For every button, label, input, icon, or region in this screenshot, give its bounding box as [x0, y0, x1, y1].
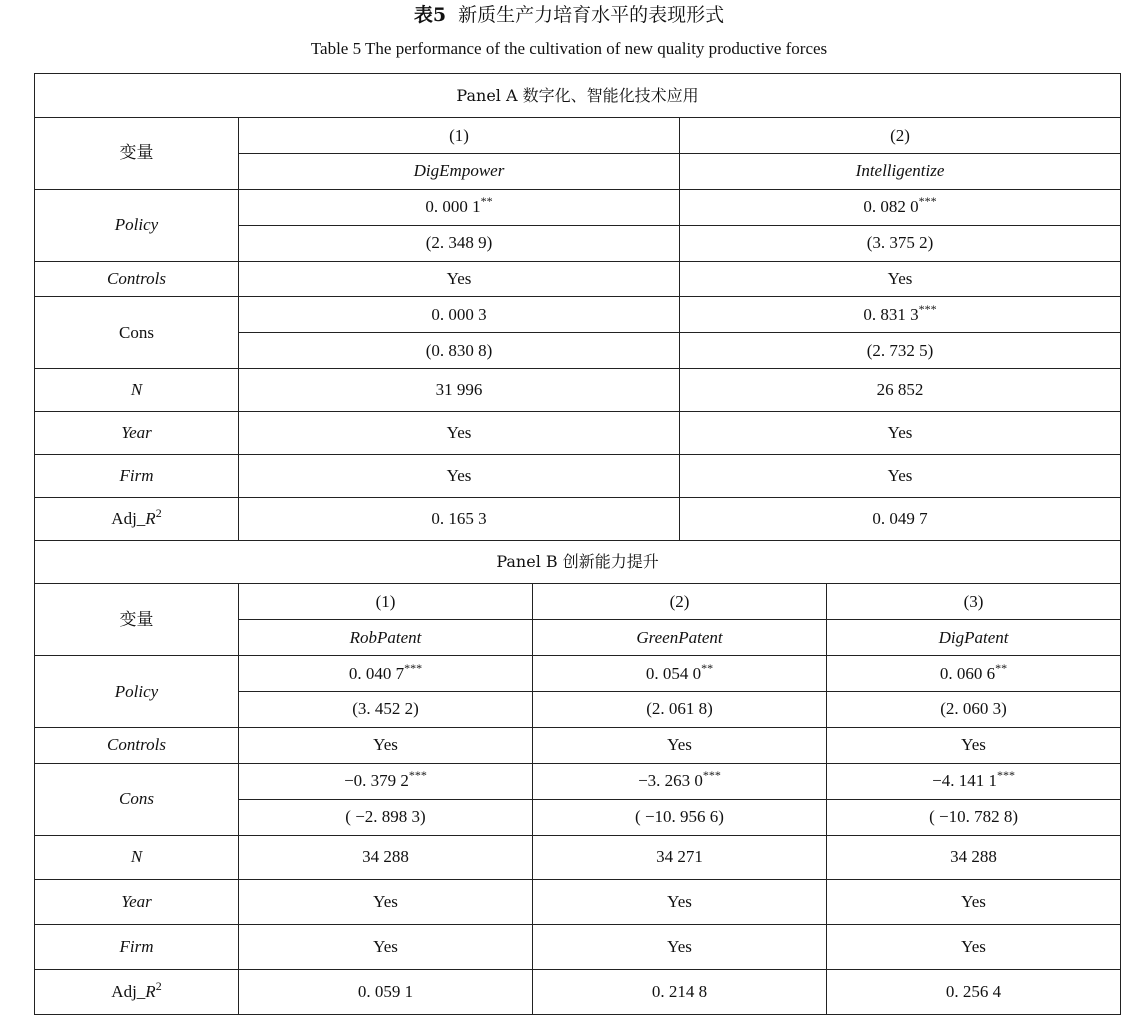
panel-a-firm-row [35, 455, 1121, 498]
panel-b-n-label: N [35, 835, 239, 879]
panel-a-controls-label: Controls [35, 261, 239, 297]
panel-a-n-label: N [35, 369, 239, 412]
panel-a-n-row [35, 369, 1121, 412]
panel-b-controls-row [35, 727, 1121, 763]
panel-b-cons-t-2: ( −10. 956 6) [533, 799, 827, 835]
panel-a-adj-r2-label: $Adj\_R^2$ [35, 498, 239, 541]
panel-b-policy-coef-3: 0. 060 6** [827, 656, 1121, 692]
panel-a-year-row [35, 412, 1121, 455]
panel-b-cons-label: Cons [35, 763, 239, 835]
panel-a-title: Panel A 数字化、智能化技术应用 [35, 74, 1121, 118]
panel-a-cons-t-2: (2. 732 5) [680, 333, 1121, 369]
panel-b-col3-name: DigPatent [827, 620, 1121, 656]
panel-b-policy-label: Policy [35, 656, 239, 728]
panel-b-cons-t-1: ( −2. 898 3) [239, 799, 533, 835]
panel-b-adj-r2-1: 0. 059 1 [239, 969, 533, 1014]
panel-b-n-3: 34 288 [827, 835, 1121, 879]
panel-b-year-1: Yes [239, 879, 533, 924]
panel-b-policy-row [35, 656, 1121, 692]
panel-b-firm-label: Firm [35, 924, 239, 969]
regression-table [34, 73, 1121, 1015]
panel-a-controls-2: Yes [680, 261, 1121, 297]
panel-b-cons-coef-2: −3. 263 0*** [533, 763, 827, 799]
panel-a-controls-1: Yes [239, 261, 680, 297]
panel-b-policy-t-1: (3. 452 2) [239, 692, 533, 728]
table-title-cn [0, 3, 1138, 27]
panel-a-year-2: Yes [680, 412, 1121, 455]
table-title-en: Table 5 The performance of the cultivation of new quality productive forces [310, 39, 828, 58]
panel-b-adj-r2-2: 0. 214 8 [533, 969, 827, 1014]
panel-a-cons-row [35, 297, 1121, 333]
panel-a-controls-row [35, 261, 1121, 297]
panel-a-year-label: Year [35, 412, 239, 455]
panel-b-year-2: Yes [533, 879, 827, 924]
panel-b-title: Panel B 创新能力提升 [35, 541, 1121, 584]
panel-b-col2-name: GreenPatent [533, 620, 827, 656]
panel-a-col1-number: (1) [239, 118, 680, 154]
panel-b-adj-r2-label: $Adj\_R^2$ [35, 969, 239, 1014]
panel-b-cons-coef-1: −0. 379 2*** [239, 763, 533, 799]
panel-b-title-row [35, 541, 1121, 584]
panel-b-firm-row [35, 924, 1121, 969]
panel-b-firm-1: Yes [239, 924, 533, 969]
panel-b-year-3: Yes [827, 879, 1121, 924]
panel-b-controls-1: Yes [239, 727, 533, 763]
panel-b-col1-number: (1) [239, 584, 533, 620]
panel-a-col-number-row [35, 118, 1121, 154]
panel-a-n-2: 26 852 [680, 369, 1121, 412]
panel-a-policy-coef-1: 0. 000 1** [239, 189, 680, 225]
panel-a-adj-r2-2: 0. 049 7 [680, 498, 1121, 541]
panel-b-adj-r2-3: 0. 256 4 [827, 969, 1121, 1014]
panel-a-col2-name: Intelligentize [680, 153, 1121, 189]
panel-a-cons-coef-2: 0. 831 3*** [680, 297, 1121, 333]
panel-a-adj-r2-row [35, 498, 1121, 541]
table-number: 表5 [413, 4, 447, 26]
panel-b-n-2: 34 271 [533, 835, 827, 879]
panel-b-controls-label: Controls [35, 727, 239, 763]
panel-a-policy-t-2: (3. 375 2) [680, 225, 1121, 261]
panel-b-policy-t-2: (2. 061 8) [533, 692, 827, 728]
panel-b-firm-3: Yes [827, 924, 1121, 969]
panel-b-variable-header: 变量 [35, 584, 239, 656]
panel-a-cons-label: Cons [35, 297, 239, 369]
panel-a-title-row [35, 74, 1121, 118]
panel-b-controls-2: Yes [533, 727, 827, 763]
panel-a-policy-row [35, 189, 1121, 225]
panel-a-n-1: 31 996 [239, 369, 680, 412]
panel-b-year-label: Year [35, 879, 239, 924]
panel-a-cons-coef-1: 0. 000 3 [239, 297, 680, 333]
panel-a-firm-1: Yes [239, 455, 680, 498]
panel-b-col2-number: (2) [533, 584, 827, 620]
table-title-text: 新质生产力培育水平的表现形式 [458, 4, 725, 26]
panel-b-policy-t-3: (2. 060 3) [827, 692, 1121, 728]
panel-b-cons-t-3: ( −10. 782 8) [827, 799, 1121, 835]
panel-b-controls-3: Yes [827, 727, 1121, 763]
panel-b-year-row [35, 879, 1121, 924]
panel-b-adj-r2-row [35, 969, 1121, 1014]
panel-a-adj-r2-1: 0. 165 3 [239, 498, 680, 541]
panel-b-col3-number: (3) [827, 584, 1121, 620]
panel-b-col-number-row [35, 584, 1121, 620]
panel-b-col1-name: RobPatent [239, 620, 533, 656]
panel-a-policy-t-1: (2. 348 9) [239, 225, 680, 261]
panel-a-col2-number: (2) [680, 118, 1121, 154]
panel-b-n-1: 34 288 [239, 835, 533, 879]
panel-b-n-row [35, 835, 1121, 879]
panel-a-policy-label: Policy [35, 189, 239, 261]
panel-a-firm-label: Firm [35, 455, 239, 498]
panel-a-variable-header: 变量 [35, 118, 239, 190]
panel-a-firm-2: Yes [680, 455, 1121, 498]
panel-a-cons-t-1: (0. 830 8) [239, 333, 680, 369]
panel-b-policy-coef-2: 0. 054 0** [533, 656, 827, 692]
panel-a-col1-name: DigEmpower [239, 153, 680, 189]
panel-b-cons-row [35, 763, 1121, 799]
panel-b-firm-2: Yes [533, 924, 827, 969]
panel-a-year-1: Yes [239, 412, 680, 455]
panel-b-cons-coef-3: −4. 141 1*** [827, 763, 1121, 799]
panel-a-policy-coef-2: 0. 082 0*** [680, 189, 1121, 225]
panel-b-policy-coef-1: 0. 040 7*** [239, 656, 533, 692]
